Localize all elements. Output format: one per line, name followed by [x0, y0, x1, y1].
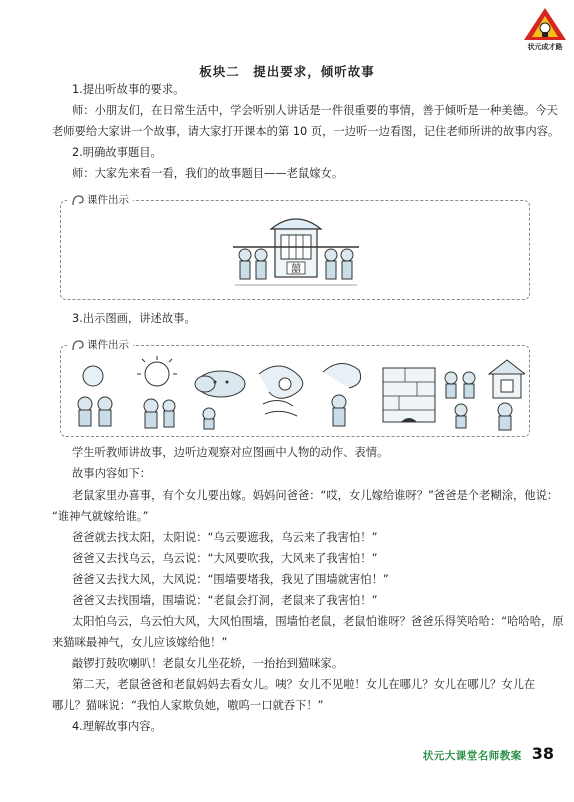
scene-wall: [383, 368, 435, 422]
logo-caption: 状元成才路: [527, 43, 563, 51]
paragraph-step-4: 4.理解故事内容。: [72, 720, 162, 733]
section-title: 板块二 提出要求，倾听故事: [199, 64, 375, 79]
courseware-label: 课件出示: [67, 192, 133, 207]
paragraph-story-1a: 老鼠家里办喜事，有个女儿要出嫁。妈妈问爸爸：“哎，女儿嫁给谁呀？”爸爸是个老糊涂，他说：: [72, 489, 559, 502]
curl-icon: [71, 193, 85, 207]
scene-sun: [137, 356, 177, 428]
story-scene-illustration: [65, 354, 525, 432]
paragraph-step-3: 3.出示图画，讲述故事。: [72, 312, 196, 325]
mouse-wedding-illustration: [231, 207, 361, 293]
page-number: 38: [531, 744, 554, 763]
paragraph-story-sun: 爸爸就去找太阳，太阳说：“乌云要遮我，乌云来了我害怕！”: [72, 531, 378, 544]
footer-brand: 状元大课堂名师教案: [422, 750, 522, 762]
paragraph-story-wall: 爸爸又去找围墙，围墙说：“老鼠会打洞，老鼠来了我害怕！”: [72, 594, 378, 607]
courseware-label: 课件出示: [67, 337, 133, 352]
courseware-box-2: [60, 339, 530, 437]
scene-cat-house: [489, 360, 525, 430]
paragraph-step-1: 1.提出听故事的要求。: [72, 83, 185, 96]
paragraph-story-chain-b: 来猫咪最神气，女儿应该嫁给他！”: [52, 636, 228, 649]
scene-wind: [259, 366, 303, 416]
scene-mouse-wind: [323, 363, 361, 426]
paragraph-step-2: 2.明确故事题目。: [72, 146, 162, 159]
paragraph-story-wedding: 敲锣打鼓吹喇叭！老鼠女儿坐花轿，一抬抬到猫咪家。: [72, 657, 344, 670]
paragraph-story-title: 师：大家先来看一看，我们的故事题目——老鼠嫁女。: [72, 167, 344, 180]
paragraph-story-wind: 爸爸又去找大风，大风说：“围墙要堵我，我见了围墙就害怕！”: [72, 573, 389, 586]
paragraph-story-ending-a: 第二天，老鼠爸爸和老鼠妈妈去看女儿。咦？女儿不见啦！女儿在哪儿？女儿在哪儿？女儿在: [72, 678, 536, 691]
sedan-sign: 囍: [291, 264, 301, 275]
paragraph-students-listen: 学生听教师讲故事，边听边观察对应图画中人物的动作、表情。: [72, 446, 389, 459]
paragraph-story-content-heading: 故事内容如下：: [72, 467, 152, 480]
paragraph-story-1b: “谁神气就嫁给谁。”: [52, 510, 149, 523]
paragraph-teacher-intro-1: 师：小朋友们，在日常生活中，学会听别人讲话是一件很重要的事情，善于倾听是一种美德。今天: [72, 104, 558, 117]
paragraph-teacher-intro-2: 老师要给大家讲一个故事，请大家打开课本的第 10 页，一边听一边看图，记住老师所讲的故事内容。: [52, 125, 560, 138]
logo-emblem-icon: [520, 6, 570, 42]
page-footer: [423, 744, 554, 763]
scene-mouse-parents: [78, 366, 112, 426]
publisher-logo: [520, 6, 570, 56]
paragraph-story-cloud: 爸爸又去找乌云，乌云说：“大风要吹我，大风来了我害怕！”: [72, 552, 378, 565]
paragraph-story-ending-b: 哪儿？猫咪说：“我怕人家欺负她，嗷呜一口就吞下！”: [52, 699, 324, 712]
paragraph-story-chain-a: 太阳怕乌云，乌云怕大风，大风怕围墙，围墙怕老鼠，老鼠怕谁呀？爸爸乐得笑哈哈：“哈哈哈，原: [72, 615, 564, 628]
scene-mice-celebrate: [445, 372, 475, 428]
scene-cloud: [195, 371, 245, 429]
courseware-box-1: [60, 194, 530, 300]
curl-icon: [71, 338, 85, 352]
